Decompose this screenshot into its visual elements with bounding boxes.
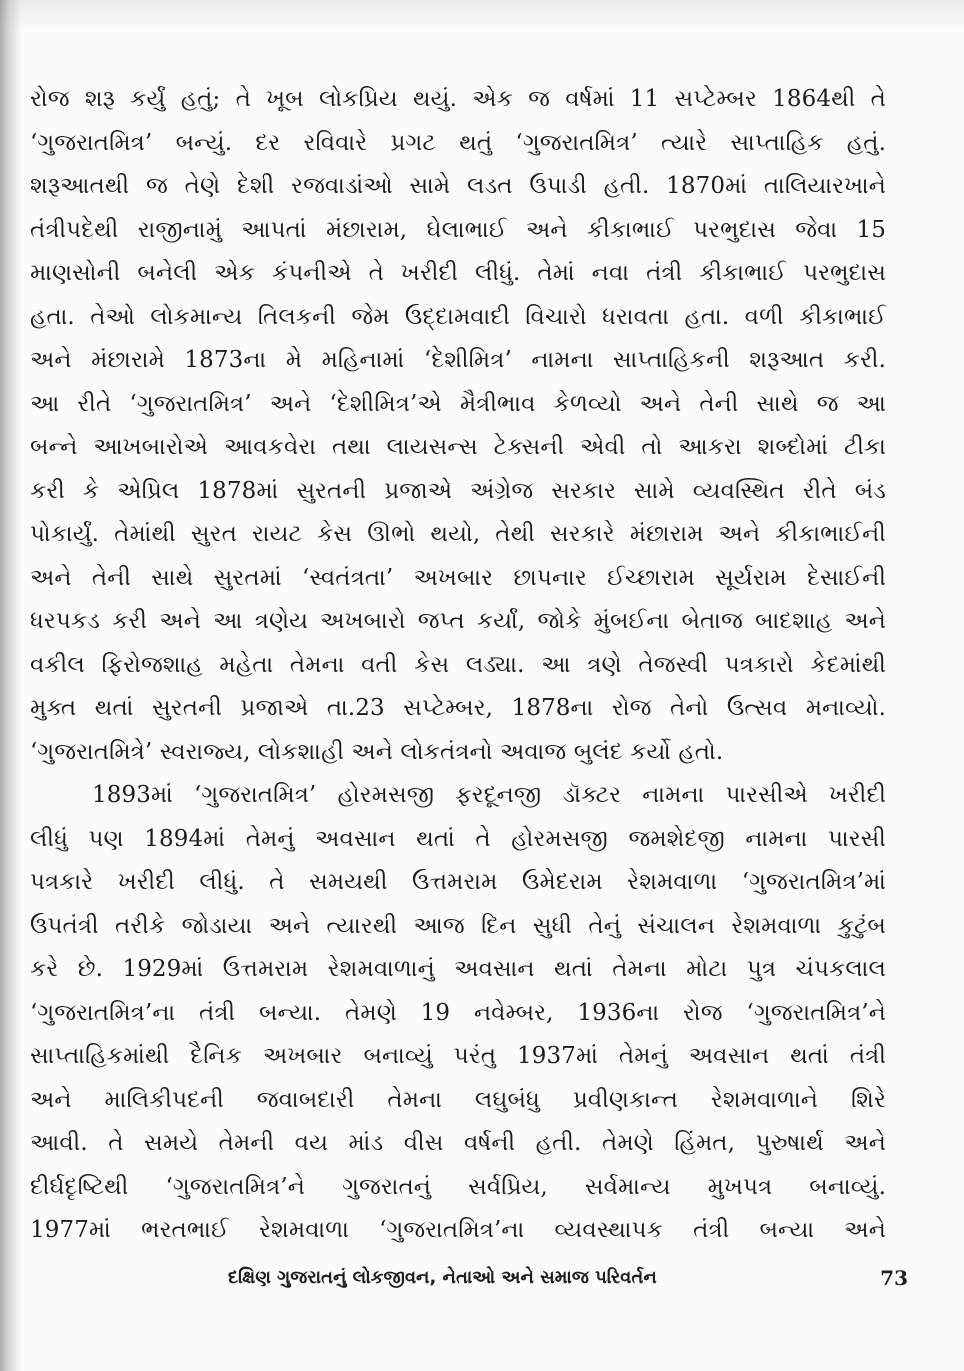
text-line: શરૂઆતથી જ તેણે દેશી રજવાડાંઓ સામે લડત ઉપાડી હતી. 1870માં તાલિયારખાને — [30, 173, 886, 199]
text-line: આવી. તે સમયે તેમની વય માંડ વીસ વર્ષની હતી. તેમણે હિંમત, પુરુષાર્થ અને — [30, 1130, 886, 1156]
text-line: અને તેની સાથે સુરતમાં ‘સ્વતંત્રતા’ અખબાર છાપનાર ઈચ્છારામ સૂર્યરામ દેસાઈની — [30, 564, 886, 591]
text-line: વકીલ ફિરોજશાહ મહેતા તેમના વતી કેસ લડ્યા. આ ત્રણે તેજસ્વી પત્રકારો કેદમાંથી — [30, 651, 886, 678]
text-line: ઉપતંત્રી તરીકે જોડાયા અને ત્યારથી આજ દિન સુધી તેનું સંચાલન રેશમવાળા કુટુંબ — [30, 912, 886, 939]
text-line: રોજ શરૂ કર્યું હતું; તે ખૂબ લોકપ્રિય થયું. એક જ વર્ષમાં 11 સપ્ટેમ્બર 1864થી તે — [30, 86, 886, 112]
text-line: બન્ને આખબારોએ આવકવેરા તથા લાયસન્સ ટેક્સની એવી તો આકરા શબ્દોમાં ટીકા — [30, 434, 886, 460]
scan-left-shadow — [0, 0, 22, 1371]
text-line: દીર્ઘદૃષ્ટિથી ‘ગુજરાતમિત્ર’ને ગુજરાતનું સર્વપ્રિય, સર્વમાન્ય મુખપત્ર બનાવ્યું. — [30, 1173, 886, 1200]
text-line: આ રીતે ‘ગુજરાતમિત્ર’ અને ‘દેશીમિત્ર’એ મૈત્રીભાવ કેળવ્યો અને તેની સાથે જ આ — [30, 390, 886, 417]
text-line: પત્રકારે ખરીદી લીધું. તે સમયથી ઉત્તમરામ ઉમેદરામ રેશમવાળા ‘ગુજરાતમિત્ર’માં — [30, 869, 886, 895]
paragraph-start-line: 1893માં ‘ગુજરાતમિત્ર’ હોરમસજી ફરદૂનજી ડૉક્ટર નામના પારસીએ ખરીદી — [92, 782, 886, 808]
body-text — [30, 78, 886, 1253]
text-line: સાપ્તાહિકમાંથી દૈનિક અખબાર બનાવ્યું પરંતુ 1937માં તેમનું અવસાન થતાં તંત્રી — [30, 1043, 886, 1069]
text-line: કરે છે. 1929માં ઉત્તમરામ રેશમવાળાનું અવસાન થતાં તેમના મોટા પુત્ર ચંપકલાલ — [30, 956, 886, 982]
text-line: હતા. તેઓ લોકમાન્ય તિલકની જેમ ઉદ્દામવાદી વિચારો ધરાવતા હતા. વળી કીકાભાઈ — [30, 303, 886, 330]
page-footer — [228, 1263, 908, 1303]
text-line: અને મંછારામે 1873ના મે મહિનામાં ‘દેશીમિત્ર’ નામના સાપ્તાહિકની શરૂઆત કરી. — [30, 347, 886, 373]
scan-top-shadow — [0, 0, 964, 30]
text-line: ધરપકડ કરી અને આ ત્રણેય અખબારો જપ્ત કર્યાં, જોકે મુંબઈના બેતાજ બાદશાહ અને — [30, 608, 886, 634]
text-line: તંત્રીપદેથી રાજીનામું આપતાં મંછારામ, ઘેલાભાઈ અને કીકાભાઈ પરભુદાસ જેવા 15 — [30, 216, 886, 243]
text-line: કરી કે એપ્રિલ 1878માં સુરતની પ્રજાએ અંગ્રેજ સરકાર સામે વ્યવસ્થિત રીતે બંડ — [30, 477, 886, 504]
paragraph-end-line: ‘ગુજરાતમિત્રે’ સ્વરાજ્ય, લોકશાહી અને લોકતંત્રનો અવાજ બુલંદ કર્યો હતો. — [30, 738, 724, 765]
text-line: 1977માં ભરતભાઈ રેશમવાળા ‘ગુજરાતમિત્ર’ના વ્યવસ્થાપક તંત્રી બન્યા અને — [30, 1217, 886, 1243]
text-line: ‘ગુજરાતમિત્ર’ના તંત્રી બન્યા. તેમણે 19 નવેમ્બર, 1936ના રોજ ‘ગુજરાતમિત્ર’ને — [30, 999, 886, 1026]
text-line: પોકાર્યું. તેમાંથી સુરત રાયટ કેસ ઊભો થયો, તેથી સરકારે મંછારામ અને કીકાભાઈની — [30, 521, 886, 547]
running-footer-title: દક્ષિણ ગુજરાતનું લોકજીવન, નેતાઓ અને સમાજ પરિવર્તન — [228, 1267, 657, 1288]
text-line: ‘ગુજરાતમિત્ર’ બન્યું. દર રવિવારે પ્રગટ થતું ‘ગુજરાતમિત્ર’ ત્યારે સાપ્તાહિક હતું. — [30, 129, 886, 156]
page-number: 73 — [880, 1266, 908, 1290]
text-line: લીધું પણ 1894માં તેમનું અવસાન થતાં તે હોરમસજી જમશેદજી નામના પારસી — [30, 825, 886, 852]
text-line: મુક્ત થતાં સુરતની પ્રજાએ તા.23 સપ્ટેમ્બર, 1878ના રોજ તેનો ઉત્સવ મનાવ્યો. — [30, 695, 886, 721]
text-line: અને માલિકીપદની જવાબદારી તેમના લઘુબંધુ પ્રવીણકાન્ત રેશમવાળાને શિરે — [30, 1086, 886, 1113]
text-line: માણસોની બનેલી એક કંપનીએ તે ખરીદી લીધું. તેમાં નવા તંત્રી કીકાભાઈ પરભુદાસ — [30, 260, 886, 286]
